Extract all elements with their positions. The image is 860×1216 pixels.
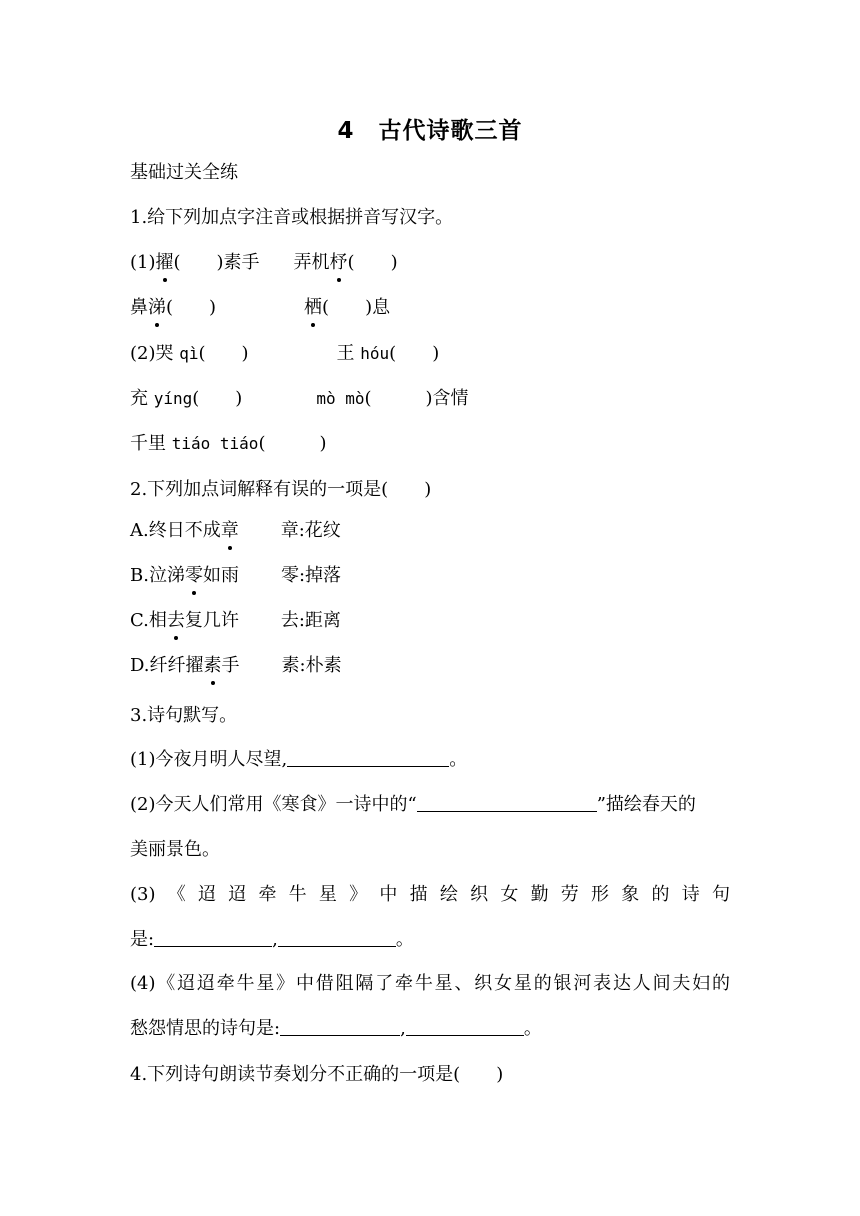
answer-blank[interactable] <box>417 793 597 812</box>
pinyin: hóu <box>360 344 390 363</box>
q3-text: (1)今夜月明人尽望, <box>130 749 288 770</box>
page-title: 4 古代诗歌三首 <box>337 118 523 144</box>
answer-blank[interactable] <box>406 1017 524 1036</box>
q3-item-4-line2 <box>130 1016 542 1042</box>
q3-item-2 <box>130 792 696 818</box>
dotted-char: 杼 <box>330 250 348 276</box>
option-text: 手 <box>221 655 240 676</box>
q3-item-3-line1: (3)《迢迢牵牛星》中描绘织女勤劳形象的诗句 <box>130 884 730 905</box>
option-text: A.终日不成 <box>130 520 221 541</box>
answer-blank[interactable] <box>278 928 396 947</box>
q1-item-suffix: ( ) <box>198 343 249 364</box>
q1-row-2 <box>130 295 390 321</box>
q2-option-b <box>130 563 341 589</box>
q1-item-suffix: ( )素手 <box>173 252 260 273</box>
q1-item-suffix: ( ) <box>192 388 243 409</box>
pinyin: tiáo tiáo <box>171 434 259 453</box>
option-gloss: 零:掉落 <box>280 565 342 586</box>
q1-row-3 <box>130 341 439 367</box>
q1-item-suffix: ( ) <box>258 433 327 454</box>
q1-item-label: (1) <box>130 252 156 273</box>
q1-item-suffix: ( ) <box>389 343 440 364</box>
pinyin: yíng <box>153 389 193 408</box>
q1-stem: 1.给下列加点字注音或根据拼音写汉字。 <box>130 207 454 228</box>
option-text: D.纤纤擢 <box>130 655 204 676</box>
answer-blank[interactable] <box>280 1017 400 1036</box>
q1-row-5 <box>130 431 326 457</box>
q2-option-c <box>130 608 341 634</box>
q3-text: ”描绘春天的 <box>596 794 696 815</box>
dotted-char: 擢 <box>156 250 174 276</box>
answer-blank[interactable] <box>154 928 272 947</box>
q2-option-a <box>130 518 341 544</box>
q1-item-suffix: ( )含情 <box>364 388 469 409</box>
q3-text: , <box>272 929 278 950</box>
q1-item-prefix: 鼻 <box>130 297 148 318</box>
pinyin: mò mò <box>316 389 365 408</box>
dotted-char: 章 <box>221 518 239 544</box>
option-gloss: 去:距离 <box>280 610 341 631</box>
answer-blank[interactable] <box>287 748 449 767</box>
option-text: 如雨 <box>202 565 239 586</box>
q3-text: 愁怨情思的诗句是: <box>130 1018 281 1039</box>
dotted-char: 零 <box>185 563 203 589</box>
q3-item-3-line2 <box>130 927 414 953</box>
q3-text: 。 <box>523 1018 542 1039</box>
q3-item-4-line1: (4)《迢迢牵牛星》中借阻隔了牵牛星、织女星的银河表达人间夫妇的 <box>130 973 730 994</box>
dotted-char: 素 <box>204 653 222 679</box>
q2-option-d <box>130 653 342 679</box>
q3-item-2-cont: 美丽景色。 <box>130 839 220 860</box>
option-text: B.泣涕 <box>130 565 185 586</box>
q1-item-suffix: ( ) <box>166 297 217 318</box>
q1-item-suffix: ( )息 <box>322 297 391 318</box>
q1-item-prefix: 王 <box>336 343 361 364</box>
q1-item-prefix: 弄机 <box>293 252 330 273</box>
q3-text: (2)今天人们常用《寒食》一诗中的“ <box>130 794 417 815</box>
q1-item-prefix: 充 <box>130 388 154 409</box>
dotted-char: 涕 <box>148 295 166 321</box>
q1-row-4 <box>130 386 469 412</box>
q2-stem: 2.下列加点词解释有误的一项是( ) <box>130 479 432 500</box>
q3-text: 。 <box>449 749 468 770</box>
q3-text: 。 <box>395 929 414 950</box>
q1-item-prefix: (2)哭 <box>130 343 180 364</box>
q1-item-suffix: ( ) <box>347 252 398 273</box>
option-gloss: 素:朴素 <box>281 655 342 676</box>
option-gloss: 章:花纹 <box>280 520 341 541</box>
q1-item-prefix: 千里 <box>130 433 172 454</box>
q3-stem: 3.诗句默写。 <box>130 705 238 726</box>
q1-row-1 <box>130 250 398 276</box>
q3-item-1 <box>130 747 467 773</box>
option-text: C.相 <box>130 610 167 631</box>
q3-text: 是: <box>130 929 155 950</box>
pinyin: qì <box>179 344 199 363</box>
q4-stem: 4.下列诗句朗读节奏划分不正确的一项是( ) <box>130 1064 504 1085</box>
section-heading: 基础过关全练 <box>130 162 238 183</box>
dotted-char: 去 <box>167 608 185 634</box>
q3-text: , <box>400 1018 406 1039</box>
option-text: 复几许 <box>184 610 239 631</box>
dotted-char: 栖 <box>304 295 322 321</box>
